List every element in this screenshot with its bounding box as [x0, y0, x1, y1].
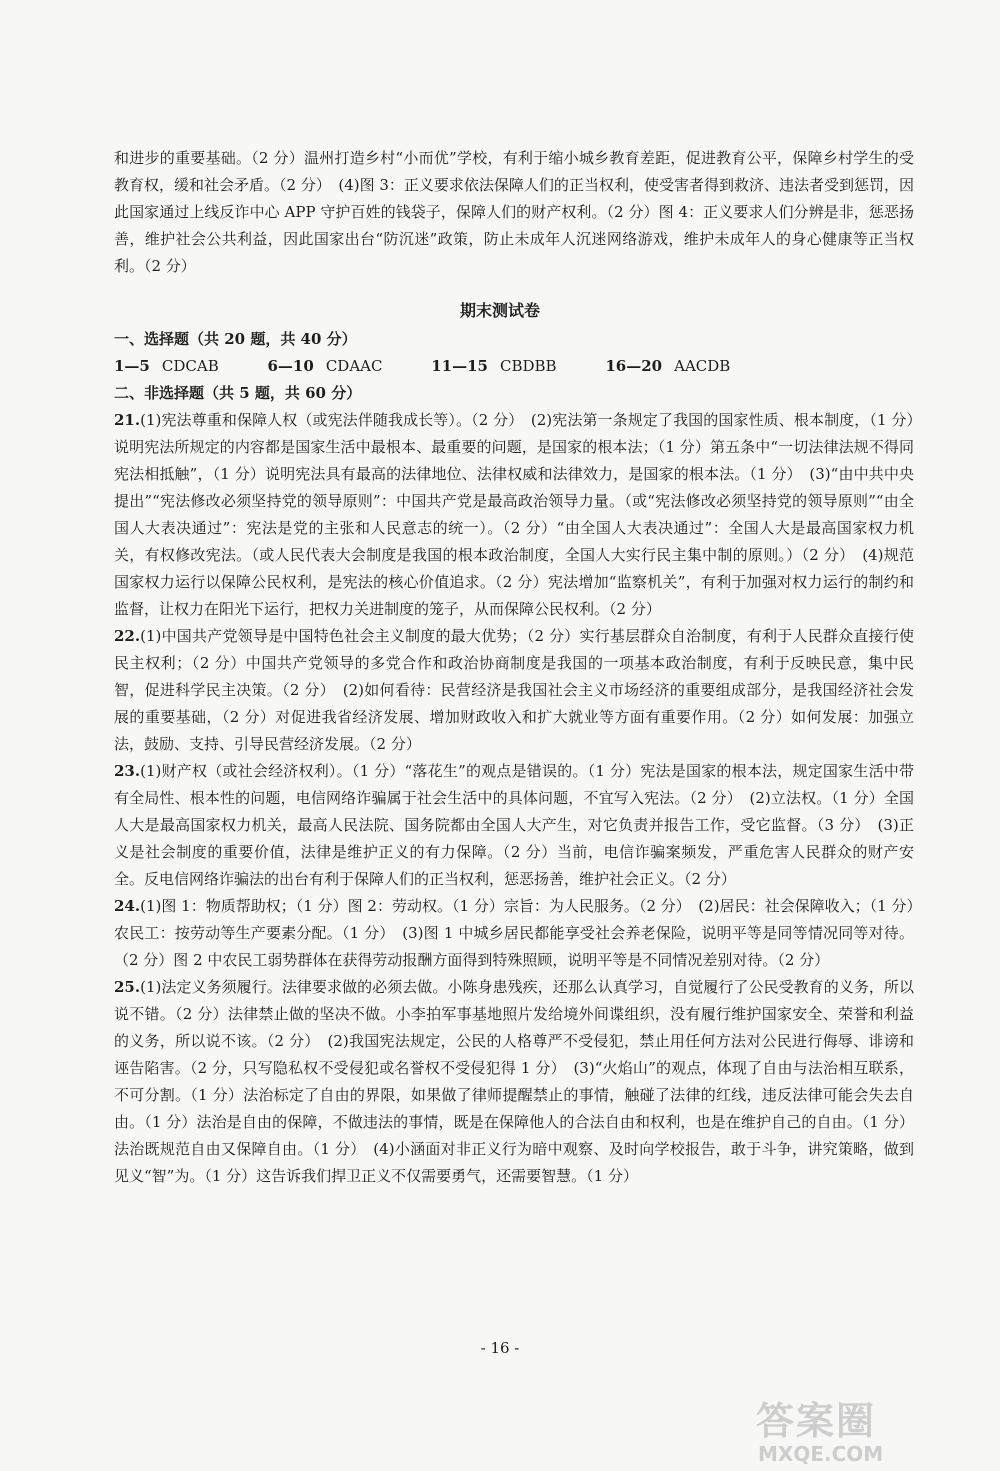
question-number: 21.	[114, 411, 141, 429]
watermark-text: 答案圈	[756, 1399, 877, 1443]
answer-letters: AACDB	[674, 357, 731, 375]
question-answer: (1)财产权（或社会经济权利）。（1 分）“落花生”的观点是错误的。（1 分）宪法是国家的根本法，规定国家生活中带有全局性、根本性的问题，电信网络诈骗属于社会生活中的具体问题，不宜写入宪法。（2 分） (2)立法权。（1 分）全国人大是最高国家权力机关，最高人民法院、国务院都由全国人大产生，对它负责并报告工作，受它监督。（3 分） (3)正义是社会制度的重要价值，法律是维护正义的有力保障。（2 分）当前，电信诈骗案频发，严重危害人民群众的财产安全。反电信网络诈骗法的出台有利于保障人们的正当权利，惩恶扬善，维护社会正义。（2 分）	[114, 762, 914, 888]
question-23	[114, 758, 914, 893]
question-21	[114, 407, 914, 623]
answer-range: 1—5	[114, 357, 150, 375]
answer-letters: CDAAC	[325, 357, 383, 375]
question-answer: (1)宪法尊重和保障人权（或宪法伴随我成长等）。（2 分） (2)宪法第一条规定了我国的国家性质、根本制度，（1 分）说明宪法所规定的内容都是国家生活中最根本、最重要的问题，是国家的根本法；（1 分）第五条中“一切法律法规不得同宪法相抵触”，（1 分）说明宪法具有最高的法律地位、法律权威和法律效力，是国家的根本法。（1 分） (3)“由中共中央提出”“宪法修改必须坚持党的领导原则”：中国共产党是最高政治领导力量。（或“宪法修改必须坚持党的领导原则”“由全国人大表决通过”：宪法是党的主张和人民意志的统一）。（2 分）“由全国人大表决通过”：全国人大是最高国家权力机关，有权修改宪法。（或人民代表大会制度是我国的根本政治制度，全国人大实行民主集中制的原则。）（2 分） (4)规范国家权力运行以保障公民权利，是宪法的核心价值追求。（2 分）宪法增加“监察机关”，有利于加强对权力运行的制约和监督，让权力在阳光下运行，把权力关进制度的笼子，从而保障公民权利。（2 分）	[114, 411, 914, 618]
answer-letters: CDCAB	[161, 357, 219, 375]
answer-range: 6—10	[267, 357, 314, 375]
answer-group	[431, 353, 556, 380]
watermark-url: MXQE.COM	[758, 1442, 884, 1466]
question-answer: (1)法定义务须履行。法律要求做的必须去做。小陈身患残疾，还那么认真学习，自觉履行了公民受教育的义务，所以说不错。（2 分）法律禁止做的坚决不做。小李拍军事基地照片发给境外间谍组织，没有履行维护国家安全、荣誉和利益的义务，所以说不该。（2 分） (2)我国宪法规定，公民的人格尊严不受侵犯，禁止用任何方法对公民进行侮辱、诽谤和诬告陷害。（2 分，只写隐私权不受侵犯或名誉权不受侵犯得 1 分） (3)“火焰山”的观点，体现了自由与法治相互联系，不可分割。（1 分）法治标定了自由的界限，如果做了律师提醒禁止的事情，触碰了法律的红线，违反法律可能会失去自由。（1 分）法治是自由的保障，不做违法的事情，既是在保障他人的合法自由和权利，也是在维护自己的自由。（1 分）法治既规范自由又保障自由。（1 分） (4)小涵面对非正义行为暗中观察、及时向学校报告，敢于斗争，讲究策略，做到见义“智”为。（1 分）这告诉我们捍卫正义不仅需要勇气，还需要智慧。（1 分）	[114, 978, 914, 1185]
watermark-logo	[750, 1390, 980, 1470]
answer-group	[114, 353, 219, 380]
question-number: 23.	[114, 762, 141, 780]
question-number: 22.	[114, 627, 141, 645]
answer-key	[114, 326, 914, 1190]
answer-range: 11—15	[431, 357, 488, 375]
answer-range: 16—20	[605, 357, 663, 375]
intro-text: 和进步的重要基础。（2 分）温州打造乡村“小而优”学校，有利于缩小城乡教育差距，促进教育公平，保障乡村学生的受教育权，缓和社会矛盾。（2 分） (4)图 3：正义要求依法保障人们的正当权利，使受害者得到救济、违法者受到惩罚，因此国家通过上线反诈中心 APP 守护百姓的钱袋子，保障人们的财产权利。（2 分）图 4：正义要求人们分辨是非，惩恶扬善，维护社会公共利益，因此国家出台“防沉迷”政策，防止未成年人沉迷网络游戏，维护未成年人的身心健康等正当权利。（2 分）	[114, 149, 914, 275]
question-number: 25.	[114, 978, 141, 996]
intro-paragraph	[114, 145, 914, 280]
question-25	[114, 974, 914, 1190]
question-number: 24.	[114, 897, 141, 915]
page-number: - 16 -	[480, 1339, 520, 1357]
answer-letters: CBDBB	[500, 357, 557, 375]
question-24	[114, 893, 914, 974]
section1-heading: 一、选择题（共 20 题，共 40 分）	[114, 330, 357, 348]
question-22	[114, 623, 914, 758]
answer-group	[268, 353, 383, 380]
section2-heading: 二、非选择题（共 5 题，共 60 分）	[114, 384, 362, 402]
choice-answers	[114, 353, 914, 380]
question-answer: (1)图 1：物质帮助权；（1 分）图 2：劳动权。（1 分）宗旨：为人民服务。（2 分） (2)居民：社会保障收入；（1 分）农民工：按劳动等生产要素分配。（1 分） (3)图 1 中城乡居民都能享受社会养老保险，说明平等是同等情况同等对待。（2 分）图 2 中农民工弱势群体在获得劳动报酬方面得到特殊照顾，说明平等是不同情况差别对待。（2 分）	[114, 897, 914, 969]
question-answer: (1)中国共产党领导是中国特色社会主义制度的最大优势；（2 分）实行基层群众自治制度，有利于人民群众直接行使民主权利；（2 分）中国共产党领导的多党合作和政治协商制度是我国的一项基本政治制度，有利于反映民意，集中民智，促进科学民主决策。（2 分） (2)如何看待：民营经济是我国社会主义市场经济的重要组成部分，是我国经济社会发展的重要基础，（2 分）对促进我省经济发展、增加财政收入和扩大就业等方面有重要作用。（2 分）如何发展：加强立法，鼓励、支持、引导民营经济发展。（2 分）	[114, 627, 914, 753]
answer-group	[605, 353, 730, 380]
exam-title: 期末测试卷	[459, 301, 540, 320]
